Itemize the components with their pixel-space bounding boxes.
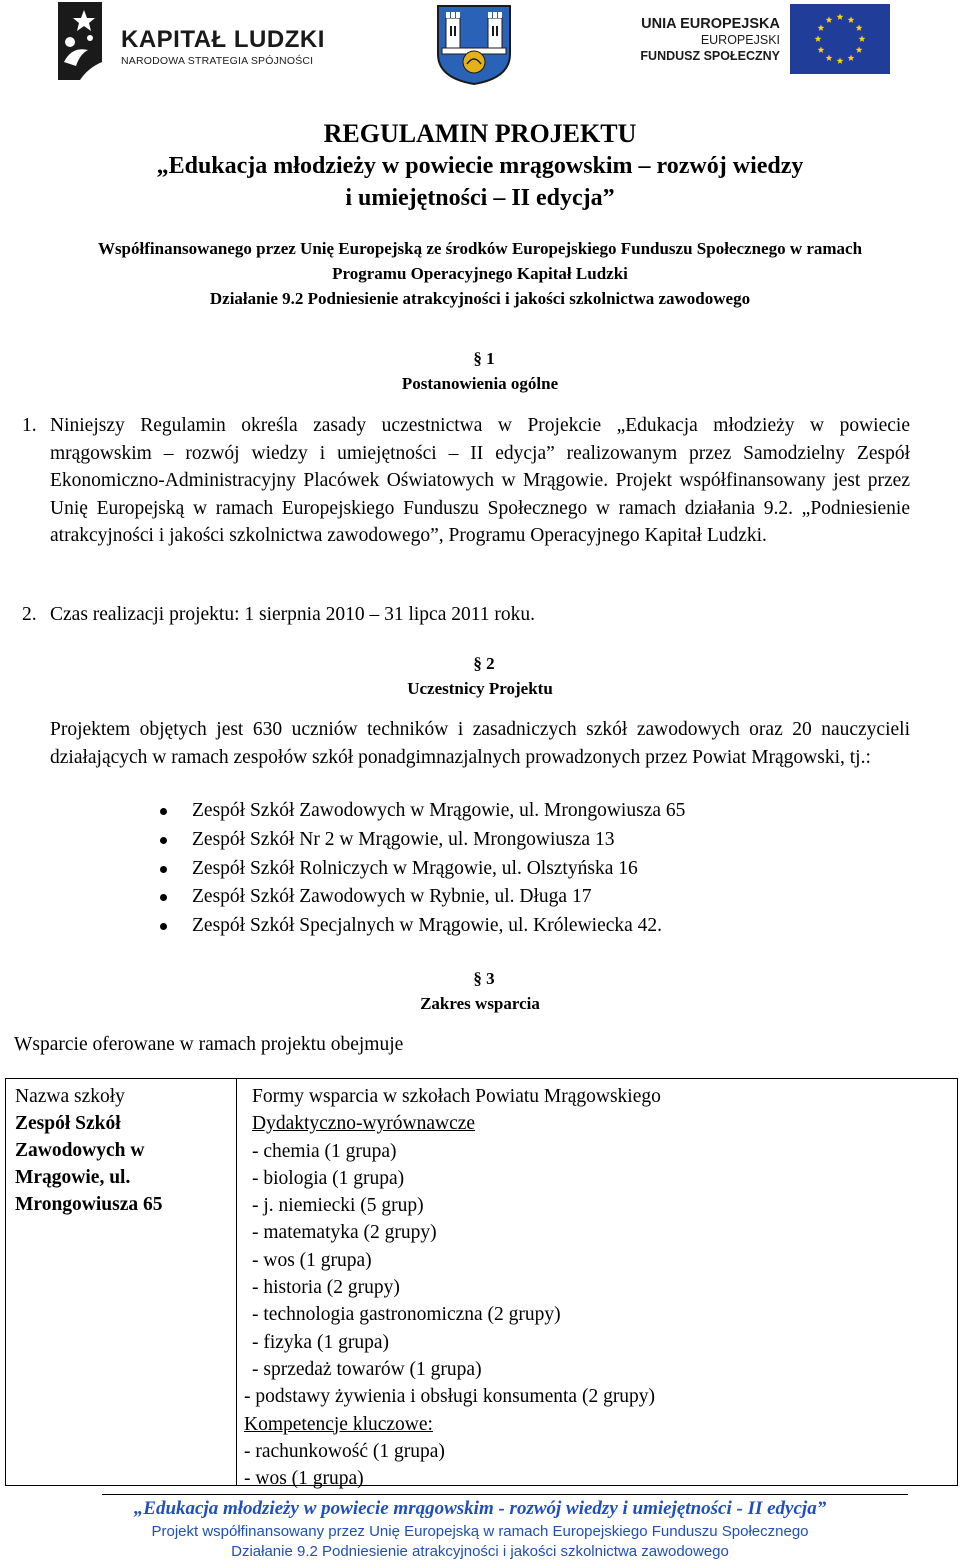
- section-1-item-1: [22, 412, 910, 550]
- section-2-title: Uczestnicy Projektu: [407, 679, 553, 698]
- list-item: Zespół Szkół Zawodowych w Rybnie, ul. Długa 17: [160, 883, 860, 912]
- table-column-forms: [244, 1083, 944, 1492]
- list-item: Zespół Szkół Nr 2 w Mrągowie, ul. Mrongowiusza 13: [160, 826, 860, 855]
- eu-text: [640, 16, 780, 64]
- item-text: Czas realizacji projektu: 1 sierpnia 2010 – 31 lipca 2011 roku.: [50, 604, 536, 625]
- item-number: 1.: [22, 415, 37, 436]
- support-item: - wos (1 grupa): [244, 1468, 364, 1490]
- list-item: Zespół Szkół Zawodowych w Mrągowie, ul. Mrongowiusza 65: [160, 797, 860, 826]
- support-item: - chemia (1 grupa): [252, 1140, 397, 1162]
- subtitle-line-2: Programu Operacyjnego Kapitał Ludzki: [332, 264, 628, 283]
- document-title: [0, 118, 960, 214]
- title-line-3: i umiejętności – II edycja”: [345, 185, 615, 211]
- support-group-title: Dydaktyczno-wyrównawcze: [252, 1113, 476, 1135]
- eu-line-1: UNIA EUROPEJSKA: [641, 16, 780, 32]
- footer-measure: Działanie 9.2 Podniesienie atrakcyjności i jakości szkolnictwa zawodowego: [231, 1543, 729, 1560]
- kapital-ludzki-subtitle: NARODOWA STRATEGIA SPÓJNOŚCI: [121, 55, 314, 67]
- table-header-forms: Formy wsparcia w szkołach Powiatu Mrągowskiego: [252, 1086, 661, 1107]
- section-2-intro: Projektem objętych jest 630 uczniów techników i zasadniczych szkół zawodowych oraz 20 nauczycieli działających w ramach zespołów szkół ponadgimnazjalnych prowadzonych przez Powiat Mrągowski, tj.:: [50, 719, 910, 768]
- section-1-title: Postanowienia ogólne: [401, 374, 559, 393]
- table-header-school: Nazwa szkoły: [15, 1086, 125, 1107]
- table-column-divider: [236, 1079, 237, 1485]
- support-table: [5, 1078, 958, 1490]
- support-item: - podstawy żywienia i obsługi konsumenta (2 grupy): [244, 1386, 656, 1408]
- page-footer: [0, 1496, 960, 1562]
- title-line-2: „Edukacja młodzieży w powiecie mrągowskim – rozwój wiedzy: [156, 153, 804, 179]
- support-item: - fizyka (1 grupa): [252, 1331, 389, 1353]
- list-item: Zespół Szkół Rolniczych w Mrągowie, ul. Olsztyńska 16: [160, 855, 860, 884]
- eu-flag-icon: [790, 4, 890, 74]
- document-subtitle: [0, 236, 960, 311]
- footer-divider: [102, 1494, 908, 1495]
- table-column-school: [15, 1083, 230, 1218]
- item-text: Niniejszy Regulamin określa zasady uczestnictwa w Projekcie „Edukacja młodzieży w powiecie mrągowskim – rozwój wiedzy i umiejętności – II edycja” realizowanym przez Samodzielny Zespół Ekonomiczno-Administracyjny Placówek Oświatowych w Mrągowie. Projekt współfinansowany jest przez Unię Europejską w ramach Europejskiego Funduszu Społecznego w ramach działania 9.2. „Podniesienie atrakcyjności i jakości szkolnictwa zawodowego”, Programu Operacyjnego Kapitał Ludzki.: [50, 415, 910, 546]
- section-3-heading: [0, 966, 960, 1016]
- kapital-ludzki-title: KAPITAŁ LUDZKI: [121, 26, 325, 53]
- support-item: - technologia gastronomiczna (2 grupy): [252, 1304, 561, 1326]
- school-name-line: Zawodowych w: [15, 1140, 145, 1161]
- eu-line-2: EUROPEJSKI: [700, 33, 780, 47]
- eu-line-3: FUNDUSZ SPOŁECZNY: [640, 49, 780, 63]
- support-item: - rachunkowość (1 grupa): [244, 1440, 445, 1462]
- schools-list: [160, 797, 860, 941]
- city-crest-icon: [436, 4, 512, 86]
- school-name-line: Mrągowie, ul.: [15, 1167, 131, 1188]
- section-2-heading: [0, 651, 960, 701]
- kapital-ludzki-logo: [58, 2, 325, 80]
- support-item: - matematyka (2 grupy): [252, 1222, 437, 1244]
- section-2-sign: § 2: [473, 654, 495, 673]
- kapital-ludzki-mark-icon: [58, 2, 102, 80]
- school-name-line: Mrongowiusza 65: [15, 1194, 163, 1215]
- support-lead: Wsparcie oferowane w ramach projektu obejmuje: [14, 1034, 404, 1055]
- footer-cofinancing: Projekt współfinansowany przez Unię Europejską w ramach Europejskiego Funduszu Społecznego: [151, 1523, 809, 1540]
- support-item: - wos (1 grupa): [252, 1249, 372, 1271]
- support-item: - historia (2 grupy): [252, 1277, 400, 1299]
- title-line-1: REGULAMIN PROJEKTU: [323, 119, 637, 148]
- subtitle-line-3: Działanie 9.2 Podniesienie atrakcyjności i jakości szkolnictwa zawodowego: [209, 289, 751, 308]
- support-item: - biologia (1 grupa): [252, 1167, 405, 1189]
- header-logos: [0, 0, 960, 90]
- section-3-sign: § 3: [473, 969, 495, 988]
- support-item: - j. niemiecki (5 grup): [252, 1195, 424, 1217]
- section-1-item-2: [22, 601, 910, 629]
- section-3-title: Zakres wsparcia: [420, 994, 540, 1013]
- subtitle-line-1: Współfinansowanego przez Unię Europejską ze środków Europejskiego Funduszu Społecznego w ramach: [97, 239, 863, 258]
- item-number: 2.: [22, 604, 37, 625]
- footer-project-title: „Edukacja młodzieży w powiecie mrągowskim - rozwój wiedzy i umiejętności - II edycja”: [133, 1498, 827, 1519]
- list-item: Zespół Szkół Specjalnych w Mrągowie, ul. Królewiecka 42.: [160, 912, 860, 941]
- support-item: - sprzedaż towarów (1 grupa): [252, 1358, 482, 1380]
- section-1-heading: [0, 346, 960, 396]
- section-1-sign: § 1: [473, 349, 495, 368]
- support-group-title: Kompetencje kluczowe:: [244, 1413, 433, 1435]
- school-name-line: Zespół Szkół: [15, 1113, 121, 1134]
